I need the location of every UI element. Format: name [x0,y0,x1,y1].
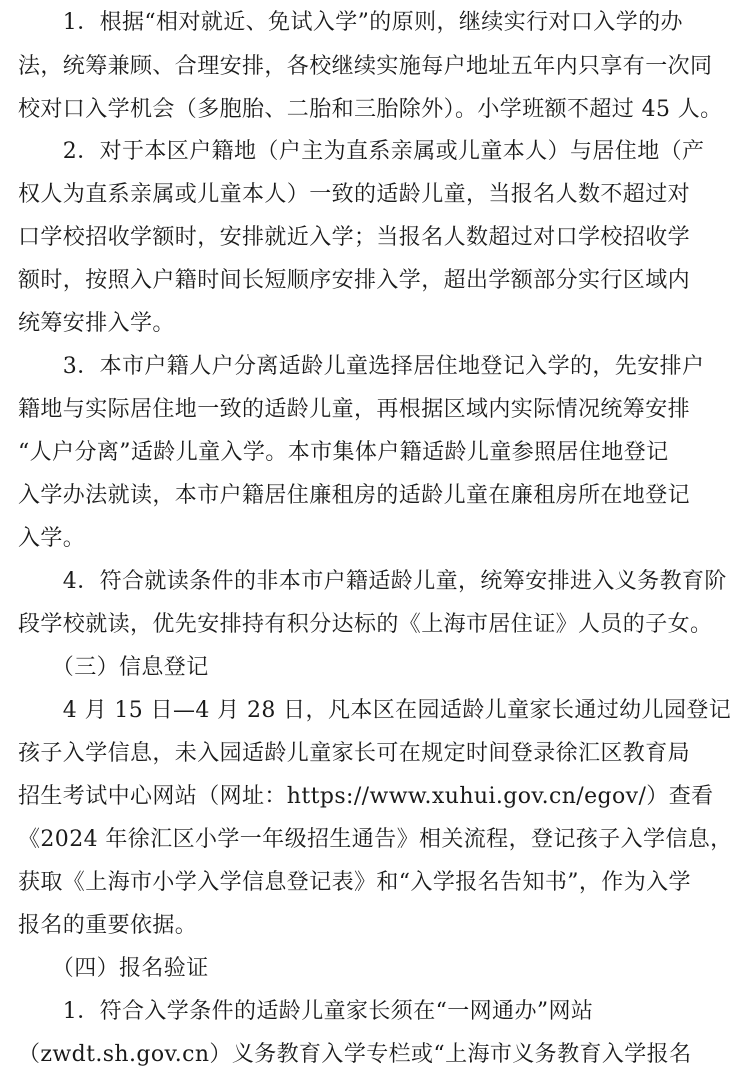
text-line-25: （zwdt.sh.gov.cn）义务教育入学专栏或“上海市义务教育入学报名 [18,1042,692,1067]
section-heading-4: （四）报名验证 [18,956,209,981]
text-line-4: 2．对于本区户籍地（户主为直系亲属或儿童本人）与居住地（产 [18,139,705,164]
text-line-9: 3．本市户籍人户分离适龄儿童选择居住地登记入学的，先安排户 [18,354,705,379]
text-line-6: 口学校招收学额时，安排就近入学；当报名人数超过对口学校招收学 [18,225,691,250]
text-line-19: 招生考试中心网站（网址：https://www.xuhui.gov.cn/egov/）查看 [18,784,714,809]
text-line-8: 统筹安排入学。 [18,311,175,336]
text-line-12: 入学办法就读，本市户籍居住廉租房的适龄儿童在廉租房所在地登记 [18,483,691,508]
text-line-14: 4．符合就读条件的非本市户籍适龄儿童，统筹安排进入义务教育阶 [18,569,727,594]
text-line-22: 报名的重要依据。 [18,913,198,938]
section-heading-3: （三）信息登记 [18,655,209,680]
text-line-11: “人户分离”适龄儿童入学。本市集体户籍适龄儿童参照居住地登记 [18,440,669,465]
text-line-18: 孩子入学信息，未入园适龄儿童家长可在规定时间登录徐汇区教育局 [18,741,691,766]
text-line-13: 入学。 [18,526,86,551]
text-line-21: 获取《上海市小学入学信息登记表》和“入学报名告知书”，作为入学 [18,870,691,895]
text-line-5: 权人为直系亲属或儿童本人）一致的适龄儿童，当报名人数不超过对 [18,182,691,207]
text-line-7: 额时，按照入户籍时间长短顺序安排入学，超出学额部分实行区域内 [18,268,691,293]
text-line-15: 段学校就读，优先安排持有积分达标的《上海市居住证》人员的子女。 [18,612,713,637]
text-line-2: 法，统筹兼顾、合理安排，各校继续实施每户地址五年内只享有一次同 [18,54,713,79]
text-line-24: 1．符合入学条件的适龄儿童家长须在“一网通办”网站 [18,999,594,1024]
text-line-17: 4 月 15 日—4 月 28 日，凡本区在园适龄儿童家长通过幼儿园登记 [18,698,732,723]
text-line-3: 校对口入学机会（多胞胎、二胎和三胎除外）。小学班额不超过 45 人。 [18,97,723,122]
text-line-10: 籍地与实际居住地一致的适龄儿童，再根据区域内实际情况统筹安排 [18,397,691,422]
text-line-1: 1．根据“相对就近、免试入学”的原则，继续实行对口入学的办 [18,10,683,35]
text-line-20: 《2024 年徐汇区小学一年级招生通告》相关流程，登记孩子入学信息， [18,827,733,852]
